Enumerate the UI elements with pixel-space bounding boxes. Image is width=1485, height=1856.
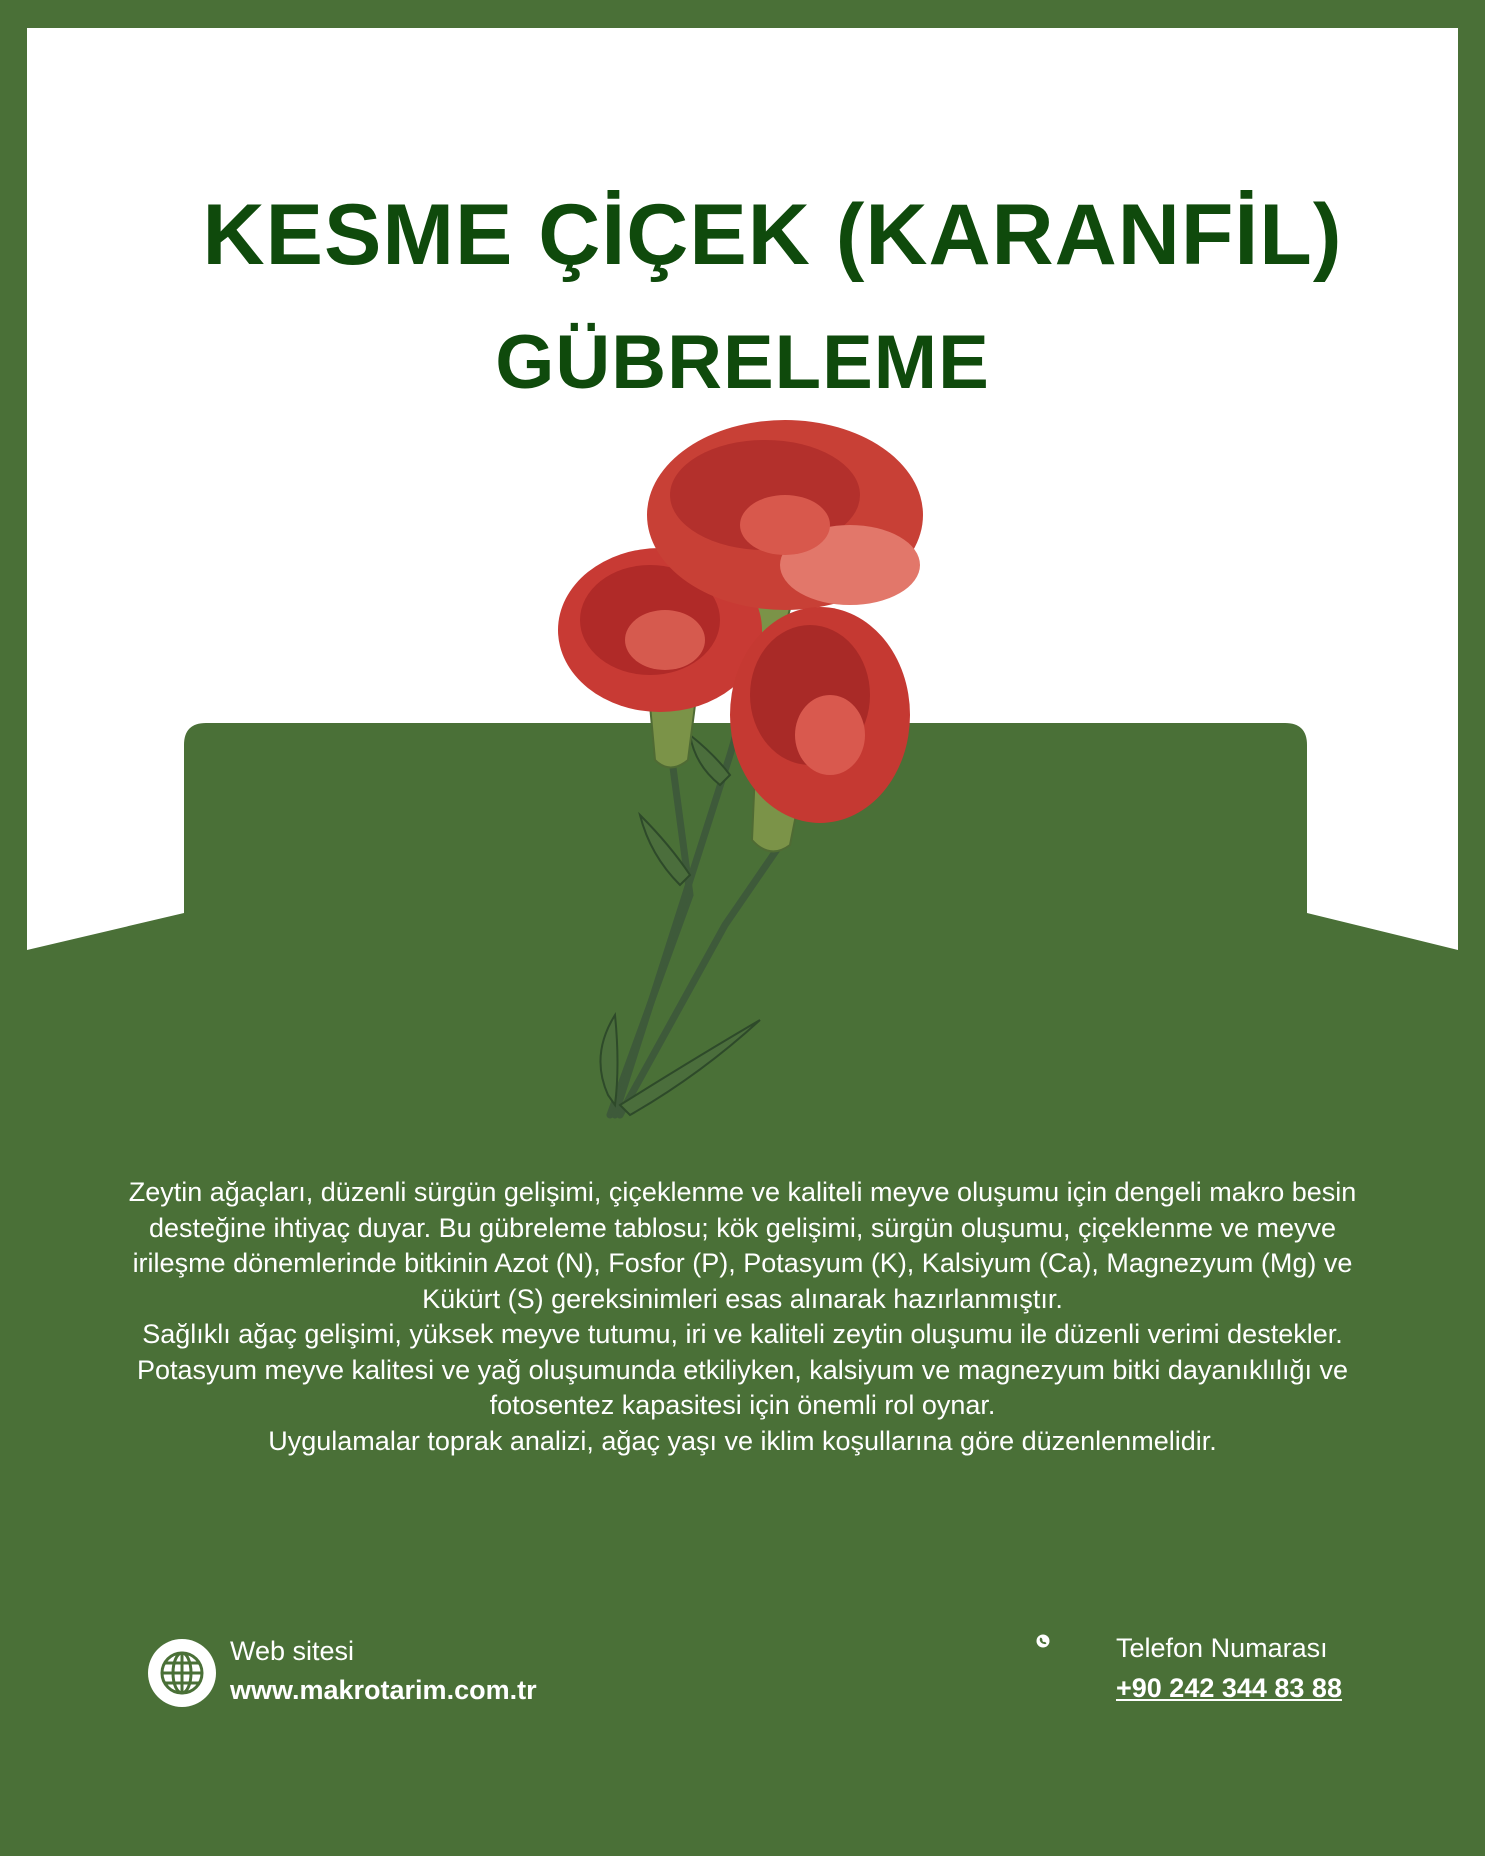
description-paragraph-3: Uygulamalar toprak analizi, ağaç yaşı ve iklim koşullarına göre düzenlenmelidir. — [268, 1425, 1217, 1456]
description-paragraph-1: Zeytin ağaçları, düzenli sürgün gelişimi, çiçeklenme ve kaliteli meyve oluşumu için dengeli makro besin desteğine ihtiyaç duyar. Bu gübreleme tablosu; kök gelişimi, sürgün oluşumu, çiçeklenme ve meyve irileşme dönemlerinde bitkinin Azot (N), Fosfor (P), Potasyum (K), Kalsiyum (Ca), Magnezyum (Mg) ve Kükürt (S) gereksinimleri esas alınarak hazırlanmıştır. — [128, 1177, 1357, 1314]
carnation-flowers — [520, 415, 1040, 1135]
globe-icon — [147, 1638, 217, 1708]
phone-number-link[interactable]: +90 242 344 83 88 — [1116, 1673, 1342, 1703]
page-title: KESME ÇİÇEK (KARANFİL) — [202, 187, 1343, 283]
phone-icon — [1036, 1634, 1050, 1648]
website-label: Web sitesi — [230, 1636, 355, 1666]
description-paragraph-2: Sağlıklı ağaç gelişimi, yüksek meyve tutumu, iri ve kaliteli zeytin oluşumu ile düzenli verimi destekler. Potasyum meyve kalitesi ve yağ oluşumunda etkiliyken, kalsiyum ve magnezyum bitki dayanıklılığı ve fotosentez kapasitesi için önemli rol oynar. — [136, 1319, 1349, 1420]
page-subtitle: GÜBRELEME — [495, 320, 990, 405]
description-text — [120, 1175, 1365, 1459]
website-link[interactable]: www.makrotarim.com.tr — [230, 1675, 537, 1705]
phone-label: Telefon Numarası — [1116, 1633, 1328, 1663]
